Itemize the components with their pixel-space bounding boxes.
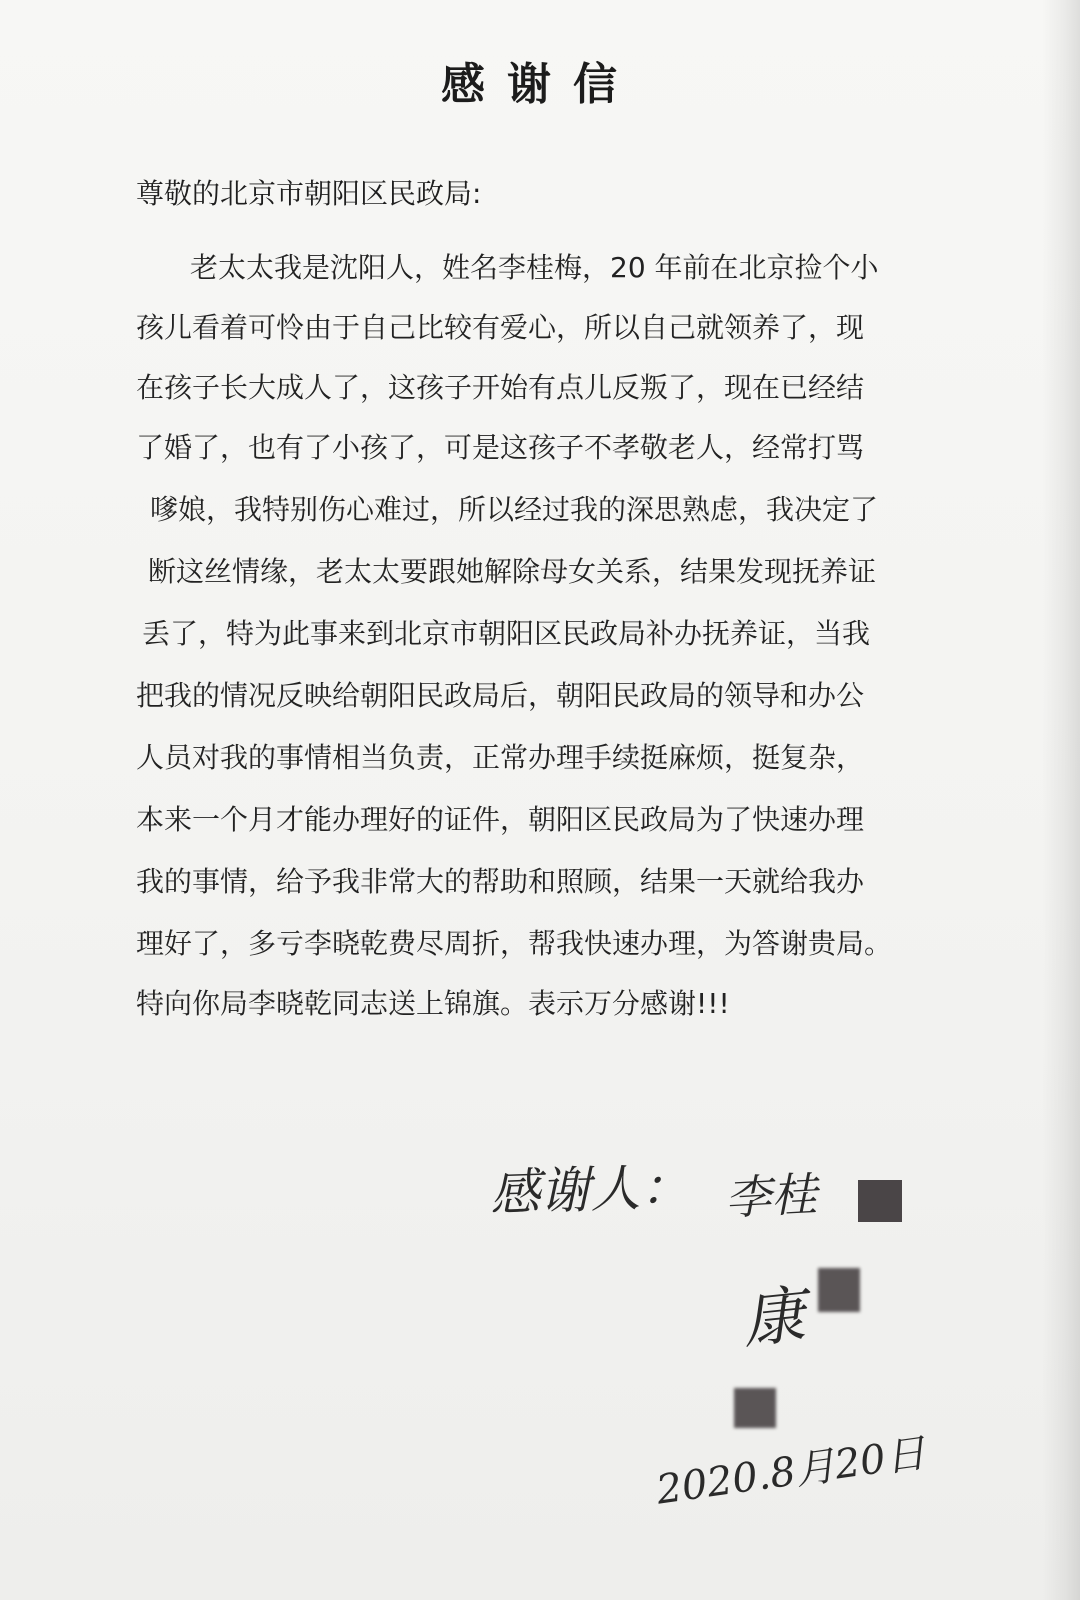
signature-label: 感谢人：: [489, 1157, 692, 1223]
signature-name: 李桂: [723, 1166, 819, 1226]
body-line: 把我的情况反映给朝阳民政局后，朝阳民政局的领导和办公: [136, 679, 865, 712]
signature-date: 2020.8月20日: [653, 1430, 929, 1514]
body-line: 了婚了，也有了小孩了，可是这孩子不孝敬老人，经常打骂: [136, 431, 865, 464]
body-line: 在孩子长大成人了，这孩子开始有点儿反叛了，现在已经结: [136, 371, 865, 404]
page-edge-shadow: [1042, 0, 1080, 1600]
body-line: 特向你局李晓乾同志送上锦旗。表示万分感谢!!!: [136, 987, 730, 1020]
body-line: 理好了，多亏李晓乾费尽周折，帮我快速办理，为答谢贵局。: [136, 927, 893, 960]
body-line: 断这丝情缘，老太太要跟她解除母女关系，结果发现抚养证: [148, 555, 877, 588]
body-line: 本来一个月才能办理好的证件，朝阳区民政局为了快速办理: [136, 803, 865, 836]
salutation: 尊敬的北京市朝阳区民政局:: [136, 177, 482, 210]
body-line: 丢了，特为此事来到北京市朝阳区民政局补办抚养证，当我: [142, 617, 871, 650]
body-line: 人员对我的事情相当负责，正常办理手续挺麻烦，挺复杂，: [136, 741, 865, 774]
body-line: 老太太我是沈阳人，姓名李桂梅，20 年前在北京捡个小: [190, 251, 879, 284]
body-line: 嗲娘，我特别伤心难过，所以经过我的深思熟虑，我决定了: [150, 493, 879, 526]
body-line: 孩儿看着可怜由于自己比较有爱心，所以自己就领养了，现: [136, 311, 865, 344]
redaction-block: [734, 1388, 776, 1428]
redaction-block: [858, 1180, 902, 1222]
second-signature: 康: [738, 1277, 809, 1358]
letter-title: 感谢信: [441, 59, 639, 110]
redaction-block: [818, 1268, 860, 1312]
body-line: 我的事情，给予我非常大的帮助和照顾，结果一天就给我办: [136, 865, 865, 898]
